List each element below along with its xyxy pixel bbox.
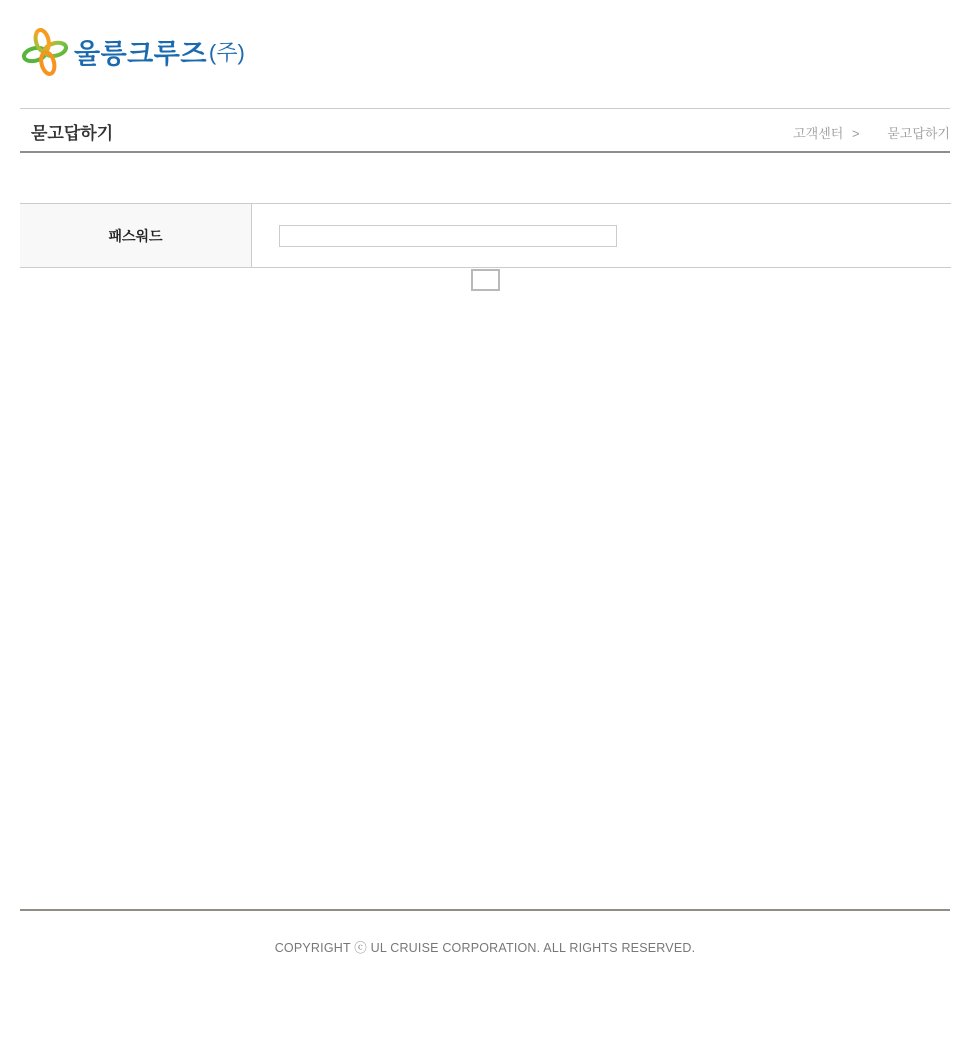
company-suffix: (주) [208, 39, 245, 65]
breadcrumb [793, 116, 950, 152]
password-label: 패스워드 [20, 204, 252, 267]
copyright-text: COPYRIGHT ⓒ UL CRUISE CORPORATION. ALL RIGHTS RESERVED. [274, 941, 696, 955]
company-name: 울릉크루즈 [74, 38, 207, 69]
breadcrumb-current[interactable]: 묻고답하기 [887, 126, 950, 141]
password-form-table [20, 203, 951, 268]
title-bottom-divider [20, 151, 950, 153]
breadcrumb-separator: > [851, 126, 860, 141]
footer-divider [20, 909, 950, 911]
page-title: 묻고답하기 [31, 124, 114, 143]
title-top-divider [20, 108, 950, 109]
confirm-button[interactable] [471, 269, 500, 291]
pinwheel-flower-icon [22, 26, 68, 76]
password-input[interactable] [279, 225, 617, 247]
breadcrumb-parent[interactable]: 고객센터 [793, 126, 844, 141]
company-logo[interactable] [22, 26, 245, 76]
password-cell [252, 204, 951, 267]
